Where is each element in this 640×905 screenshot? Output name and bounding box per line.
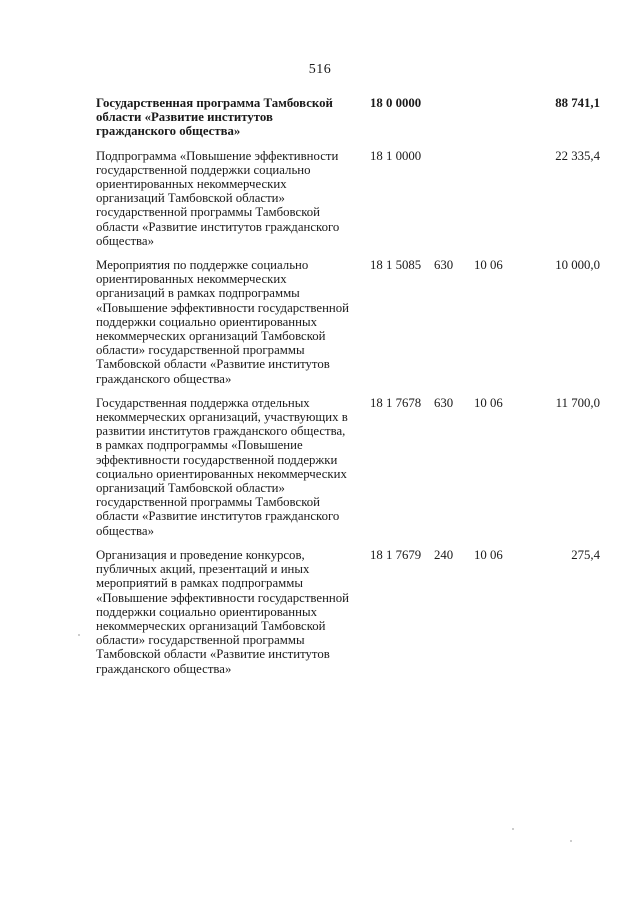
row-amount: 22 335,4 bbox=[555, 148, 600, 163]
table-row-program bbox=[96, 96, 606, 139]
row-target-code: 18 0 0000 bbox=[370, 96, 422, 110]
row-amount: 11 700,0 bbox=[555, 395, 600, 410]
row-description: Мероприятия по поддержке социально ориентированных некоммерческих организаций в рамках подпрограммы «Повышение эффективности государственной поддержки социально ориентированных некоммерческих организаций Тамбовской области» государственной программы Тамбовской области «Развитие институтов гражданского общества» bbox=[96, 258, 350, 386]
page-number: 516 bbox=[308, 62, 332, 77]
row-target-code: 18 1 0000 bbox=[370, 148, 422, 163]
row-expense-type: 630 bbox=[434, 395, 454, 410]
row-target-code: 18 1 5085 bbox=[370, 258, 422, 273]
row-target-code: 18 1 7678 bbox=[370, 395, 422, 410]
row-description: Государственная поддержка отдельных некоммерческих организаций, участвующих в развитии институтов гражданского общества, в рамках подпрограммы «Повышение эффективности государственной поддержки социально ориентированных некоммерческих организаций Тамбовской области» государственной программы Тамбовской области «Развитие институтов гражданского общества» bbox=[96, 395, 348, 538]
row-description: Организация и проведение конкурсов, публичных акций, презентаций и иных мероприятий в рамках подпрограммы «Повышение эффективности государственной поддержки социально ориентированных некоммерческих организаций Тамбовской области» государственной программы Тамбовской области «Развитие институтов гражданского общества» bbox=[96, 547, 350, 676]
table-row-subprogram bbox=[96, 149, 606, 248]
row-section: 10 06 bbox=[474, 547, 503, 562]
row-section: 10 06 bbox=[474, 258, 503, 273]
table-row bbox=[96, 548, 606, 676]
row-target-code: 18 1 7679 bbox=[370, 547, 422, 562]
row-description: Подпрограмма «Повышение эффективности государственной поддержки социально ориентированных некоммерческих организаций Тамбовской области» государственной программы Тамбовской области «Развитие институтов гражданского общества» bbox=[96, 148, 340, 248]
table-row bbox=[96, 258, 606, 386]
scan-speck bbox=[512, 828, 514, 830]
budget-table bbox=[96, 96, 606, 686]
row-amount: 275,4 bbox=[571, 547, 600, 562]
scan-speck bbox=[570, 840, 572, 842]
row-description: Государственная программа Тамбовской области «Развитие институтов гражданского общества» bbox=[96, 96, 333, 139]
row-amount: 88 741,1 bbox=[555, 96, 600, 110]
row-expense-type: 630 bbox=[434, 258, 454, 273]
row-section: 10 06 bbox=[474, 395, 503, 410]
row-amount: 10 000,0 bbox=[555, 258, 600, 273]
row-expense-type: 240 bbox=[434, 547, 454, 562]
scan-speck bbox=[78, 634, 80, 636]
table-row bbox=[96, 396, 606, 538]
